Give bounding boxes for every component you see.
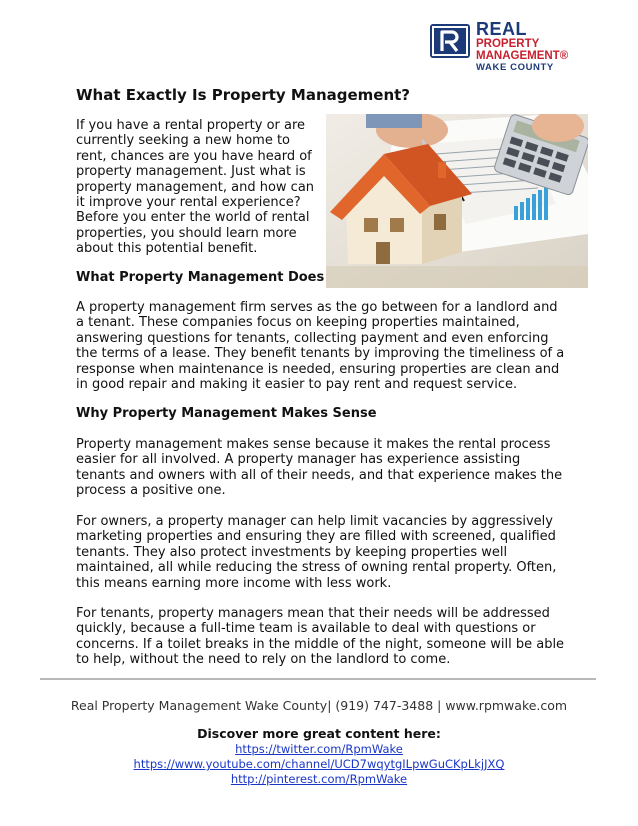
intro-paragraph: If you have a rental property or are currently seeking a new home to rent, chances are you have heard of property management. Just what is property management, and how can it improve your rental experience? Before you enter the world of rental properties, you should learn more about this potential benefit. [76,118,315,257]
website-link[interactable]: www.rpmwake.com [445,698,568,713]
section2-paragraph-2: For owners, a property manager can help limit vacancies by aggressively marketing properties and ensuring they are filled with screened, qualified tenants. They also protect investments by keeping properties well maintained, all while reducing the stress of owning rental property. Often, this means earning more income with less work. [76,514,557,591]
phone-number: | (919) 747-3488 | [327,698,446,713]
discover-heading: Discover more great content here: [197,726,441,741]
contact-line [0,698,638,713]
logo-text-real: REAL [476,19,527,39]
section2-paragraph-3: For tenants, property managers mean that their needs will be addressed quickly, because a full-time team is available to deal with questions or concerns. If a toilet breaks in the middle of the night, someone will be able to help, without the need to rely on the landlord to come. [76,606,565,668]
article-title: What Exactly Is Property Management? [76,86,411,104]
footer-divider [40,678,596,680]
pinterest-link[interactable]: http://pinterest.com/RpmWake [230,772,408,786]
twitter-link[interactable]: https://twitter.com/RpmWake [235,742,403,756]
section-heading-what-pm-does: What Property Management Does [76,270,325,285]
section2-paragraph-1: Property management makes sense because it makes the rental process easier for all involved. A property manager has experience assisting tenants and owners with all of their needs, and that experience makes the process a positive one. [76,437,563,499]
section1-paragraph: A property management firm serves as the go between for a landlord and a tenant. These companies focus on keeping properties maintained, answering questions for tenants, collecting payment and even enforcing the terms of a lease. They benefit tenants by improving the timeliness of a response when maintenance is needed, ensuring properties are clean and in good repair and making it easier to pay rent and request service. [76,300,565,393]
company-logo [430,19,590,73]
logo-text-county: WAKE COUNTY [476,62,554,73]
logo-text-management: MANAGEMENT® [476,49,569,62]
house-calculator-photo [326,114,588,288]
company-name: Real Property Management Wake County [70,698,328,713]
logo-text-property: PROPERTY [476,38,540,50]
logo-r-icon [430,24,470,58]
section-heading-why-pm-makes-sense: Why Property Management Makes Sense [76,406,377,421]
youtube-link[interactable]: https://www.youtube.com/channel/UCD7wqytgILpwGuCKpLkjJXQ [133,757,505,771]
